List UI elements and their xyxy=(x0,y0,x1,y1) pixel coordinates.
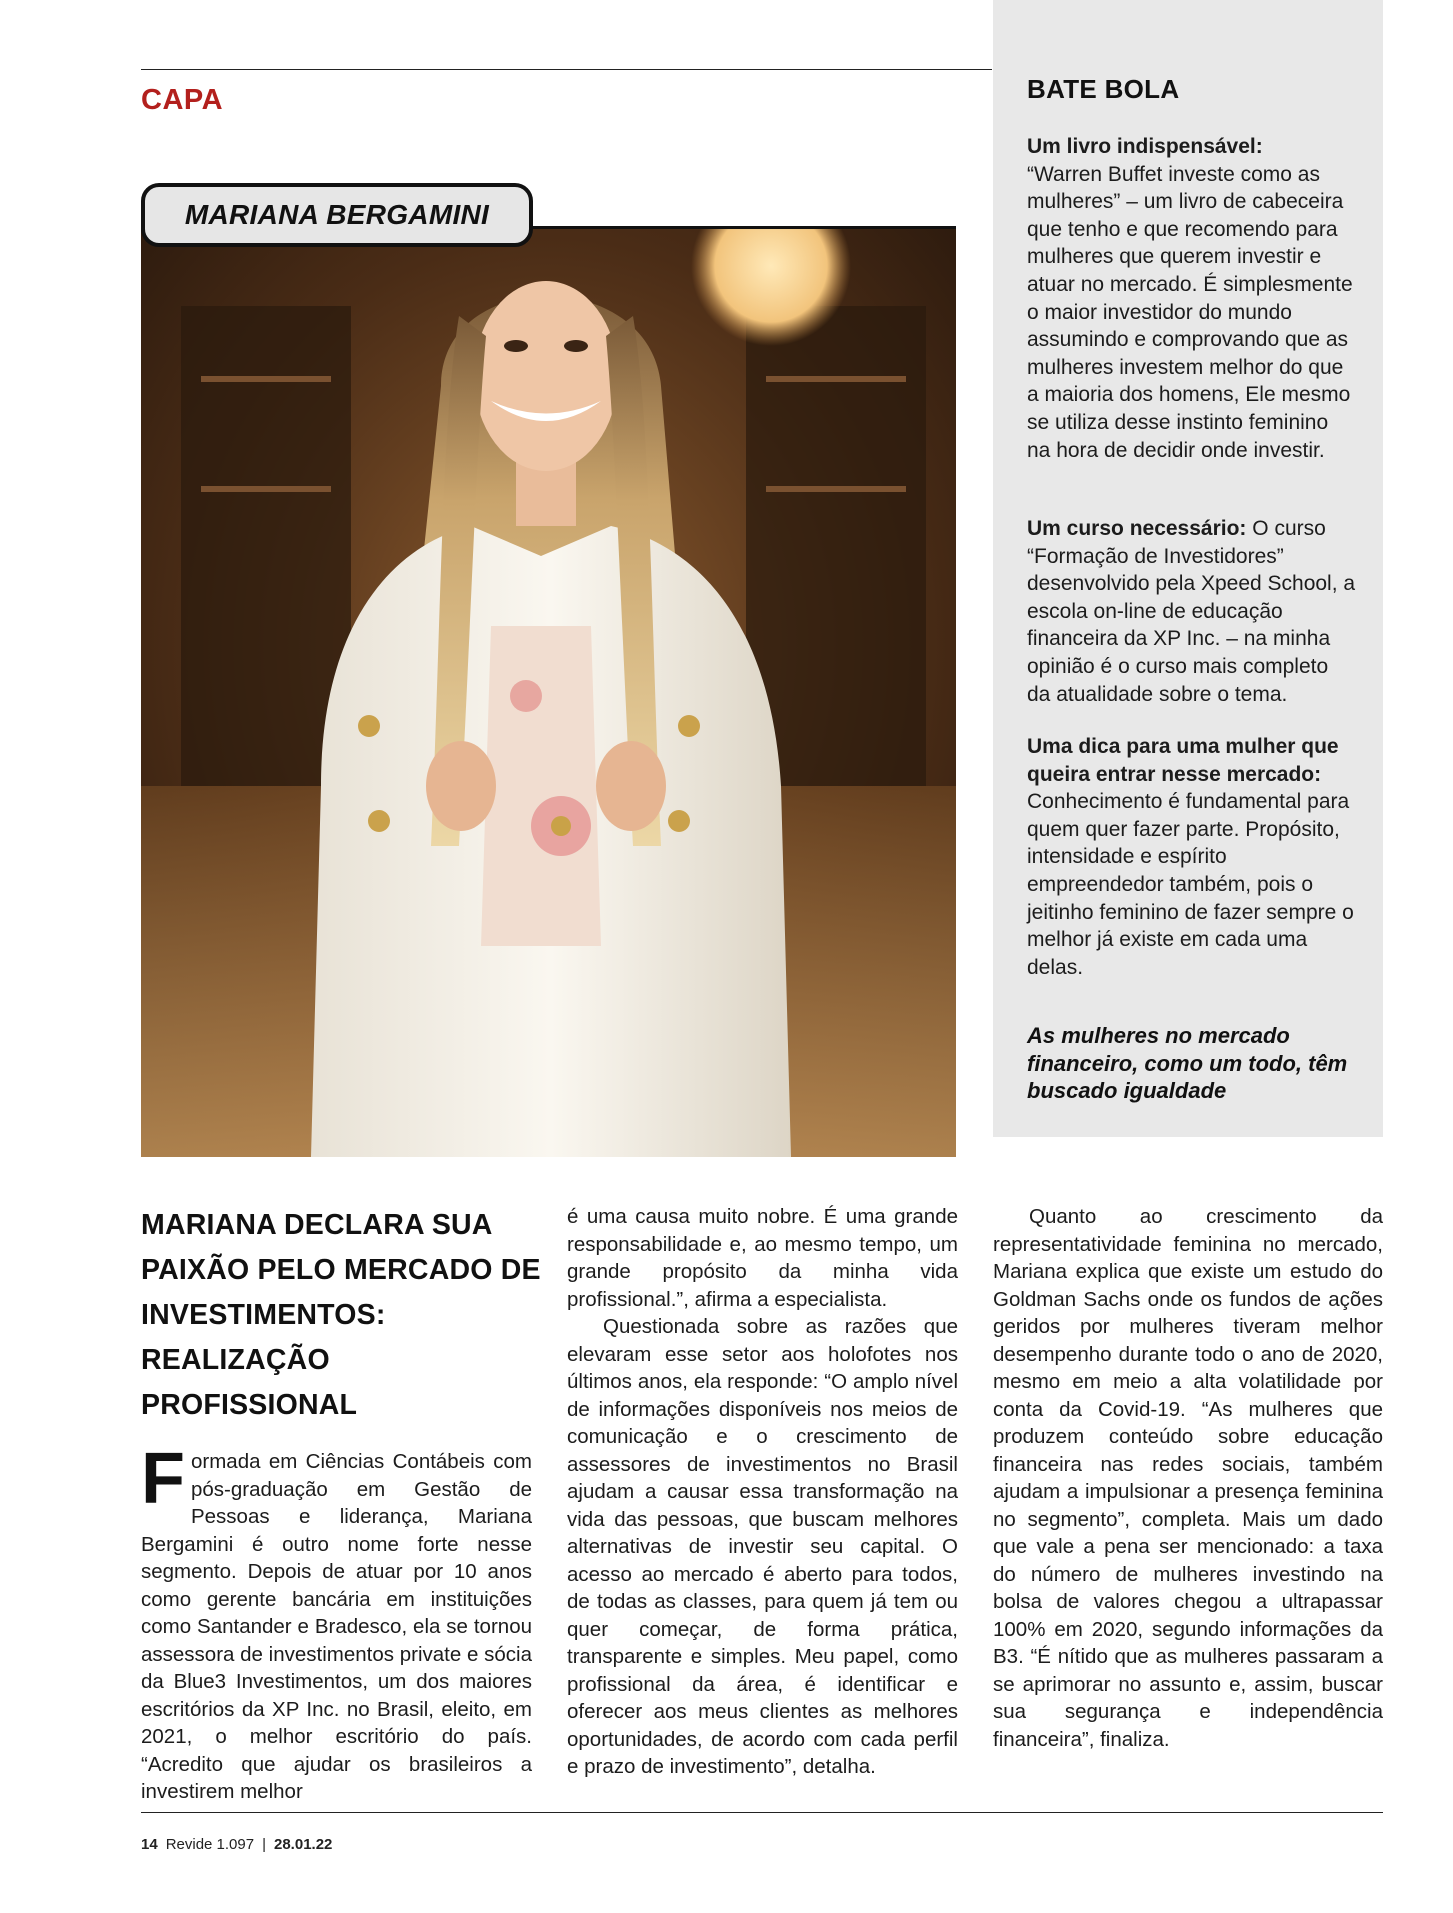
sidebar-item-text: Conhecimento é fundamental para quem quer fazer parte. Propósito, intensidade e espírito empreendedor também, pois o jeitinho feminino de fazer sempre o melhor já existe em cada uma delas. xyxy=(1027,790,1354,979)
sidebar-item-book xyxy=(1027,133,1357,464)
article-paragraph: é uma causa muito nobre. É uma grande responsabilidade e, ao mesmo tempo, um grande propósito da minha vida profissional.”, afirma a especialista. xyxy=(567,1205,958,1311)
drop-cap: F xyxy=(141,1439,185,1519)
sidebar-item-tip xyxy=(1027,733,1357,981)
page-number: 14 xyxy=(141,1836,158,1853)
sidebar-item-text: “Warren Buffet investe como as mulheres” – um livro de cabeceira que tenho e que recomendo para mulheres que querem investir e atuar no mercado. É simplesmente o maior investidor do mundo assumindo e comprovando que as mulheres investem melhor do que a maioria dos homens, Ele mesmo se utiliza desse instinto feminino na hora de decidir onde investir. xyxy=(1027,162,1353,462)
sidebar-title: BATE BOLA xyxy=(1027,74,1180,104)
sidebar-item-text: O curso “Formação de Investidores” desenvolvido pela Xpeed School, a escola on-line de educação financeira da XP Inc. – na minha opinião é o curso mais completo da atualidade sobre o tema. xyxy=(1027,517,1356,706)
bottom-rule xyxy=(141,1812,1383,1813)
issue-date: 28.01.22 xyxy=(274,1836,333,1853)
article-paragraph: Questionada sobre as razões que elevaram esse setor aos holofotes nos últimos anos, ela responde: “O amplo nível de informações disponíveis nos meios de comunicação e o crescimento de assessores de investimentos no Brasil ajudam a causar essa transformação na vida das pessoas, que buscam melhores alternativas de investir seu capital. O acesso ao mercado é aberto para todos, de todas as classes, para quem já tem ou quer começar, de forma prática, transparente e simples. Meu papel, como profissional da área, é identificar e oferecer aos meus clientes as melhores oportunidades, de acordo com cada perfil e prazo de investimento”, detalha. xyxy=(567,1315,958,1778)
footer-separator: | xyxy=(262,1836,266,1853)
name-tag: MARIANA BERGAMINI xyxy=(141,183,533,247)
article-column-3 xyxy=(993,1203,1383,1753)
sidebar-quote: As mulheres no mercado financeiro, como um todo, têm buscado igualdade xyxy=(1027,1023,1348,1103)
magazine-issue: Revide 1.097 xyxy=(165,1836,255,1853)
article-headline: MARIANA DECLARA SUA PAIXÃO PELO MERCADO DE INVESTIMENTOS: REALIZAÇÃO PROFISSIONAL xyxy=(141,1209,541,1421)
article-paragraph: ormada em Ciências Contábeis com pós-graduação em Gestão de Pessoas e liderança, Mariana Bergamini é outro nome forte nesse segmento. Depois de atuar por 10 anos como gerente bancária em instituições como Santander e Bradesco, ela se tornou assessora de investimentos private e sócia da Blue3 Investimentos, um dos maiores escritórios da XP Inc. no Brasil, eleito, em 2021, o melhor escritório do país. “Acredito que ajudar os brasileiros a investirem melhor xyxy=(141,1450,532,1803)
sidebar-item-course xyxy=(1027,515,1357,708)
sidebar-item-label: Um livro indispensável: xyxy=(1027,135,1263,158)
page-footer xyxy=(141,1836,332,1853)
article-column-2 xyxy=(567,1203,958,1781)
top-rule xyxy=(141,69,992,70)
sidebar-item-label: Uma dica para uma mulher que queira entrar nesse mercado: xyxy=(1027,735,1339,786)
article-column-1 xyxy=(141,1439,532,1806)
portrait-photo xyxy=(141,226,956,1157)
section-label: CAPA xyxy=(141,84,224,116)
sidebar-item-label: Um curso necessário: xyxy=(1027,517,1247,540)
article-paragraph: Quanto ao crescimento da representatividade feminina no mercado, Mariana explica que existe um estudo do Goldman Sachs onde os fundos de ações geridos por mulheres tiveram melhor desempenho durante todo o ano de 2020, mesmo em meio a alta volatilidade por conta da Covid-19. “As mulheres que produzem conteúdo sobre educação financeira nas redes sociais, também ajudam a impulsionar a presença feminina no segmento”, completa. Mais um dado que vale a pena ser mencionado: a taxa do número de mulheres investindo na bolsa de valores chegou a ultrapassar 100% em 2020, segundo informações da B3. “É nítido que as mulheres passaram a se aprimorar no assunto e, assim, buscar sua segurança e independência financeira”, finaliza. xyxy=(993,1205,1383,1751)
